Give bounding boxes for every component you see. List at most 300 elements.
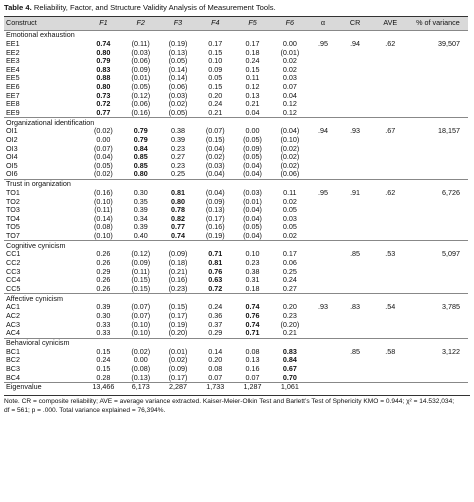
- note-line-1: Note. CR = composite reliability; AVE = average variance extracted. Kaiser-Meier-Olkin Test and Barlett’s Test of Sphericity KMO = 0.944; χ² = 14.532,034;: [4, 397, 455, 405]
- loading-f3: (0.14): [168, 64, 188, 74]
- loading-f2: 0.39: [133, 205, 148, 215]
- loading-f1: 0.15: [96, 364, 111, 373]
- variance-value: 3,122: [442, 346, 460, 356]
- empty-cell: [308, 259, 337, 268]
- empty-cell: [408, 215, 468, 224]
- loading-f5: 0.76: [245, 311, 260, 321]
- empty-cell: [337, 215, 372, 224]
- item-code: BC4: [6, 372, 20, 382]
- loading-f4: 0.24: [208, 99, 223, 109]
- item-code: CC3: [6, 266, 21, 276]
- loading-f5: 0.31: [245, 275, 260, 285]
- loading-f4: 0.36: [208, 311, 223, 321]
- loading-f4: 0.08: [208, 364, 223, 373]
- table-row: [4, 66, 468, 75]
- empty-cell: [337, 321, 372, 330]
- header-f3: F3: [159, 17, 196, 31]
- table-row: [4, 232, 468, 241]
- empty-cell: [308, 223, 337, 232]
- loading-f3: 0.80: [170, 196, 185, 206]
- header-f1: F1: [85, 17, 122, 31]
- empty-cell: [308, 215, 337, 224]
- loading-f5: 0.71: [245, 328, 260, 338]
- loading-f3: (0.05): [168, 56, 188, 66]
- loading-f2: (0.12): [131, 249, 151, 259]
- loading-f2: (0.08): [131, 364, 151, 373]
- eigenvalue-f3: 2,287: [159, 383, 196, 392]
- table-body: [4, 31, 468, 392]
- empty-cell: [308, 285, 337, 294]
- table-row: [4, 198, 468, 207]
- loading-f4: (0.03): [205, 160, 225, 170]
- loading-f1: 0.30: [96, 311, 111, 321]
- loading-f1: 0.33: [96, 328, 111, 338]
- loading-f2: (0.07): [131, 311, 151, 321]
- loading-f3: 0.78: [170, 205, 185, 215]
- item-code: CC1: [6, 249, 21, 259]
- loading-f6: 0.23: [282, 311, 297, 321]
- loading-f1: 0.73: [96, 90, 111, 100]
- eigenvalue-f1: 13,466: [85, 383, 122, 392]
- loading-f2: 0.80: [133, 169, 148, 179]
- empty-cell: [337, 383, 372, 392]
- item-code: AC3: [6, 319, 20, 329]
- loading-f4: 0.24: [208, 302, 223, 312]
- loading-f5: 0.08: [245, 346, 260, 356]
- loading-f6: (0.01): [280, 47, 300, 57]
- loading-f6: 0.84: [282, 355, 297, 365]
- item-code: EE4: [6, 64, 20, 74]
- empty-cell: [408, 92, 468, 101]
- loading-f4: (0.13): [205, 205, 225, 215]
- variance-value: 18,157: [438, 126, 460, 136]
- empty-cell: [308, 49, 337, 58]
- loading-f2: (0.01): [131, 73, 151, 83]
- loading-f4: 0.05: [208, 73, 223, 83]
- loading-f5: (0.04): [243, 169, 262, 179]
- table-row: [4, 49, 468, 58]
- ave-value: .67: [385, 126, 396, 136]
- loading-f2: (0.06): [131, 56, 151, 66]
- empty-cell: [337, 198, 372, 207]
- loading-f5: 0.13: [245, 355, 260, 365]
- loading-f3: 0.23: [170, 160, 185, 170]
- empty-cell: [373, 215, 408, 224]
- loading-f5: 0.18: [245, 47, 260, 57]
- loading-f6: 0.05: [282, 222, 297, 232]
- empty-cell: [373, 259, 408, 268]
- item-code: EE5: [6, 73, 20, 83]
- empty-cell: [408, 356, 468, 365]
- loading-f6: 0.12: [282, 107, 297, 117]
- empty-cell: [373, 162, 408, 171]
- loading-f1: 0.00: [96, 134, 111, 144]
- item-code: OI4: [6, 152, 18, 162]
- empty-cell: [308, 145, 337, 154]
- loading-f5: 0.17: [245, 39, 260, 48]
- table-row: [4, 276, 468, 285]
- loading-f1: (0.02): [94, 126, 113, 136]
- alpha-value: [308, 250, 337, 259]
- table-row: [4, 268, 468, 277]
- loading-f3: 0.23: [170, 143, 185, 153]
- loading-f1: 0.80: [96, 81, 111, 91]
- empty-cell: [408, 170, 468, 179]
- cr-value: .85: [350, 346, 361, 356]
- loading-f2: (0.02): [131, 346, 151, 356]
- empty-cell: [308, 153, 337, 162]
- item-code: EE7: [6, 90, 20, 100]
- empty-cell: [337, 365, 372, 374]
- loading-f4: 0.17: [208, 39, 223, 48]
- loading-f1: 0.29: [96, 266, 111, 276]
- alpha-value: [308, 348, 337, 357]
- loading-f4: 0.09: [208, 64, 223, 74]
- loading-f3: (0.15): [168, 302, 188, 312]
- empty-cell: [308, 206, 337, 215]
- loading-f3: (0.14): [168, 73, 188, 83]
- loading-f5: 0.15: [245, 64, 260, 74]
- loading-f1: 0.80: [96, 47, 111, 57]
- loading-f5: 0.12: [245, 81, 260, 91]
- empty-cell: [308, 232, 337, 241]
- loading-f6: 0.02: [282, 64, 297, 74]
- loading-f2: (0.09): [131, 258, 151, 268]
- header-f4: F4: [197, 17, 234, 31]
- group-header-row: [4, 118, 468, 128]
- loading-f5: (0.04): [243, 213, 262, 223]
- empty-cell: [337, 92, 372, 101]
- empty-cell: [408, 153, 468, 162]
- table-row: [4, 162, 468, 171]
- empty-cell: [337, 100, 372, 109]
- loading-f5: 0.74: [245, 319, 260, 329]
- item-code: BC3: [6, 364, 20, 373]
- header-variance: % of variance: [408, 17, 468, 31]
- loading-f5: 0.21: [245, 99, 260, 109]
- loading-f3: (0.02): [168, 355, 188, 365]
- loading-f3: 0.77: [170, 222, 185, 232]
- loading-f4: (0.02): [205, 152, 225, 162]
- header-row: [4, 17, 468, 31]
- empty-cell: [337, 49, 372, 58]
- item-code: AC1: [6, 302, 20, 312]
- item-code: BC2: [6, 355, 20, 365]
- cr-value: .91: [350, 187, 361, 197]
- empty-cell: [373, 374, 408, 383]
- table-row: [4, 136, 468, 145]
- empty-cell: [308, 356, 337, 365]
- loading-f1: (0.08): [94, 222, 113, 232]
- table-row: [4, 40, 468, 49]
- table-row: [4, 109, 468, 118]
- loading-f5: (0.05): [243, 222, 262, 232]
- loading-f5: 0.00: [245, 126, 260, 136]
- loading-f1: 0.33: [96, 319, 111, 329]
- loading-f5: (0.05): [243, 152, 262, 162]
- loading-f1: 0.72: [96, 99, 111, 109]
- loading-f4: (0.07): [205, 126, 225, 136]
- loading-f3: (0.20): [168, 328, 188, 338]
- loading-f2: (0.03): [131, 47, 151, 57]
- loading-f6: 0.70: [282, 372, 297, 382]
- loading-f3: (0.18): [168, 258, 188, 268]
- alpha-value: .95: [317, 39, 328, 48]
- item-code: CC2: [6, 258, 21, 268]
- loading-f6: 0.83: [282, 346, 297, 356]
- ave-value: .58: [385, 346, 396, 356]
- loading-f1: 0.83: [96, 64, 111, 74]
- table-note: [4, 395, 470, 415]
- variance-value: 3,785: [442, 302, 460, 312]
- item-code: OI3: [6, 143, 18, 153]
- eigenvalue-row: [4, 383, 468, 392]
- item-code: TO3: [6, 205, 20, 215]
- empty-cell: [337, 57, 372, 66]
- loading-f6: 0.25: [282, 266, 297, 276]
- loading-f2: (0.11): [131, 266, 150, 276]
- empty-cell: [373, 329, 408, 338]
- empty-cell: [308, 383, 337, 392]
- empty-cell: [337, 356, 372, 365]
- loading-f1: 0.39: [96, 302, 111, 312]
- table-row: [4, 57, 468, 66]
- empty-cell: [308, 312, 337, 321]
- loading-f5: (0.04): [243, 205, 262, 215]
- loading-f6: 0.07: [282, 81, 297, 91]
- loading-f4: (0.15): [205, 134, 225, 144]
- loading-f3: (0.23): [168, 283, 188, 293]
- empty-cell: [373, 145, 408, 154]
- loading-f5: 0.74: [245, 302, 260, 312]
- loading-f6: 0.27: [282, 283, 297, 293]
- empty-cell: [408, 329, 468, 338]
- empty-cell: [337, 232, 372, 241]
- empty-cell: [337, 259, 372, 268]
- empty-cell: [408, 223, 468, 232]
- loading-f5: (0.01): [243, 196, 262, 206]
- empty-cell: [373, 109, 408, 118]
- table-number: Table 4.: [4, 3, 32, 12]
- loading-f2: (0.10): [131, 328, 151, 338]
- empty-cell: [408, 268, 468, 277]
- header-cr: CR: [337, 17, 372, 31]
- ave-value: .62: [385, 39, 396, 48]
- validity-table: [4, 16, 468, 392]
- loading-f5: 0.11: [245, 73, 260, 83]
- loading-f3: (0.01): [168, 346, 188, 356]
- item-code: CC5: [6, 283, 21, 293]
- alpha-value: .93: [317, 302, 328, 312]
- empty-cell: [408, 100, 468, 109]
- ave-value: .53: [385, 249, 396, 259]
- item-code: CC4: [6, 275, 21, 285]
- empty-cell: [337, 83, 372, 92]
- empty-cell: [373, 268, 408, 277]
- loading-f6: (0.04): [280, 126, 300, 136]
- item-code: TO1: [6, 187, 20, 197]
- eigenvalue-f6: 1,061: [271, 383, 308, 392]
- loading-f2: (0.11): [131, 39, 150, 48]
- empty-cell: [373, 74, 408, 83]
- loading-f3: 0.74: [170, 230, 185, 240]
- loading-f6: 0.24: [282, 275, 297, 285]
- eigenvalue-f2: 6,173: [122, 383, 159, 392]
- loading-f3: 0.38: [170, 126, 185, 136]
- table-row: [4, 100, 468, 109]
- table-row: [4, 83, 468, 92]
- empty-cell: [373, 153, 408, 162]
- loading-f5: 0.18: [245, 283, 260, 293]
- empty-cell: [408, 57, 468, 66]
- item-code: TO4: [6, 213, 20, 223]
- loading-f4: 0.71: [208, 249, 223, 259]
- loading-f1: 0.28: [96, 372, 111, 382]
- empty-cell: [408, 145, 468, 154]
- empty-cell: [408, 232, 468, 241]
- item-code: TO7: [6, 230, 20, 240]
- loading-f2: 0.35: [133, 196, 148, 206]
- empty-cell: [308, 92, 337, 101]
- loading-f1: 0.26: [96, 275, 111, 285]
- item-code: EE2: [6, 47, 20, 57]
- empty-cell: [408, 162, 468, 171]
- loading-f1: (0.11): [94, 205, 113, 215]
- loading-f6: 0.17: [282, 249, 297, 259]
- empty-cell: [373, 232, 408, 241]
- note-line-2: df = 561; p = .000. Total variance explained = 76,394%.: [4, 406, 166, 414]
- loading-f2: (0.05): [131, 81, 151, 91]
- loading-f2: 0.34: [133, 213, 148, 223]
- empty-cell: [373, 83, 408, 92]
- loading-f2: (0.16): [131, 107, 151, 117]
- loading-f6: 0.03: [282, 213, 297, 223]
- loading-f1: 0.26: [96, 283, 111, 293]
- group-header-row: [4, 179, 468, 189]
- item-code: BC1: [6, 346, 20, 356]
- table-row: [4, 189, 468, 198]
- empty-cell: [373, 383, 408, 392]
- empty-cell: [337, 170, 372, 179]
- loading-f5: 0.16: [245, 364, 260, 373]
- empty-cell: [337, 223, 372, 232]
- cr-value: .85: [350, 249, 361, 259]
- loading-f5: 0.10: [245, 249, 260, 259]
- table-row: [4, 223, 468, 232]
- alpha-value: .94: [317, 126, 328, 136]
- cr-value: .93: [350, 126, 361, 136]
- empty-cell: [308, 83, 337, 92]
- empty-cell: [337, 276, 372, 285]
- empty-cell: [308, 109, 337, 118]
- empty-cell: [337, 109, 372, 118]
- empty-cell: [408, 109, 468, 118]
- item-code: EE6: [6, 81, 20, 91]
- empty-cell: [373, 57, 408, 66]
- loading-f3: 0.25: [170, 169, 185, 179]
- loading-f3: (0.17): [168, 372, 188, 382]
- loading-f6: (0.10): [280, 134, 300, 144]
- loading-f4: (0.17): [205, 213, 225, 223]
- eigenvalue-f5: 1,287: [234, 383, 271, 392]
- loading-f6: 0.05: [282, 205, 297, 215]
- header-f6: F6: [271, 17, 308, 31]
- table-row: [4, 170, 468, 179]
- group-header-row: [4, 294, 468, 304]
- loading-f4: (0.09): [205, 196, 225, 206]
- empty-cell: [373, 66, 408, 75]
- item-code: EE9: [6, 107, 20, 117]
- loading-f4: 0.72: [208, 283, 223, 293]
- loading-f4: (0.04): [205, 169, 225, 179]
- variance-value: 5,097: [442, 249, 460, 259]
- empty-cell: [337, 268, 372, 277]
- loading-f6: (0.02): [280, 160, 300, 170]
- loading-f1: (0.16): [94, 187, 113, 197]
- empty-cell: [373, 100, 408, 109]
- empty-cell: [308, 162, 337, 171]
- empty-cell: [337, 285, 372, 294]
- loading-f4: 0.20: [208, 90, 223, 100]
- table-row: [4, 312, 468, 321]
- eigenvalue-label: Eigenvalue: [4, 383, 85, 392]
- empty-cell: [308, 170, 337, 179]
- loading-f2: (0.15): [131, 283, 151, 293]
- loading-f4: 0.20: [208, 355, 223, 365]
- alpha-value: .95: [317, 187, 328, 197]
- table-row: [4, 321, 468, 330]
- empty-cell: [408, 74, 468, 83]
- empty-cell: [408, 383, 468, 392]
- loading-f4: 0.37: [208, 319, 223, 329]
- loading-f5: 0.23: [245, 258, 260, 268]
- loading-f5: (0.03): [243, 187, 262, 197]
- empty-cell: [408, 66, 468, 75]
- header-f2: F2: [122, 17, 159, 31]
- empty-cell: [308, 276, 337, 285]
- empty-cell: [308, 321, 337, 330]
- loading-f6: 0.67: [282, 364, 297, 373]
- loading-f5: 0.04: [245, 107, 260, 117]
- empty-cell: [408, 312, 468, 321]
- item-code: OI2: [6, 134, 18, 144]
- loading-f6: 0.03: [282, 73, 297, 83]
- item-code: OI5: [6, 160, 18, 170]
- header-construct: Construct: [4, 17, 85, 31]
- loading-f5: 0.07: [245, 372, 260, 382]
- loading-f2: 0.84: [133, 143, 148, 153]
- header-ave: AVE: [373, 17, 408, 31]
- loading-f4: (0.16): [205, 222, 225, 232]
- loading-f3: 0.81: [170, 187, 185, 197]
- loading-f3: (0.19): [168, 39, 188, 48]
- loading-f5: 0.38: [245, 266, 260, 276]
- empty-cell: [408, 83, 468, 92]
- empty-cell: [408, 374, 468, 383]
- item-code: EE8: [6, 99, 20, 109]
- table-row: [4, 356, 468, 365]
- loading-f2: 0.85: [133, 160, 148, 170]
- table-row: [4, 145, 468, 154]
- table-row: [4, 303, 468, 312]
- ave-value: .62: [385, 187, 396, 197]
- loading-f6: (0.02): [280, 152, 300, 162]
- loading-f4: (0.19): [205, 230, 225, 240]
- empty-cell: [308, 57, 337, 66]
- loading-f4: 0.07: [208, 372, 223, 382]
- loading-f5: (0.09): [243, 143, 262, 153]
- loading-f1: 0.77: [96, 107, 111, 117]
